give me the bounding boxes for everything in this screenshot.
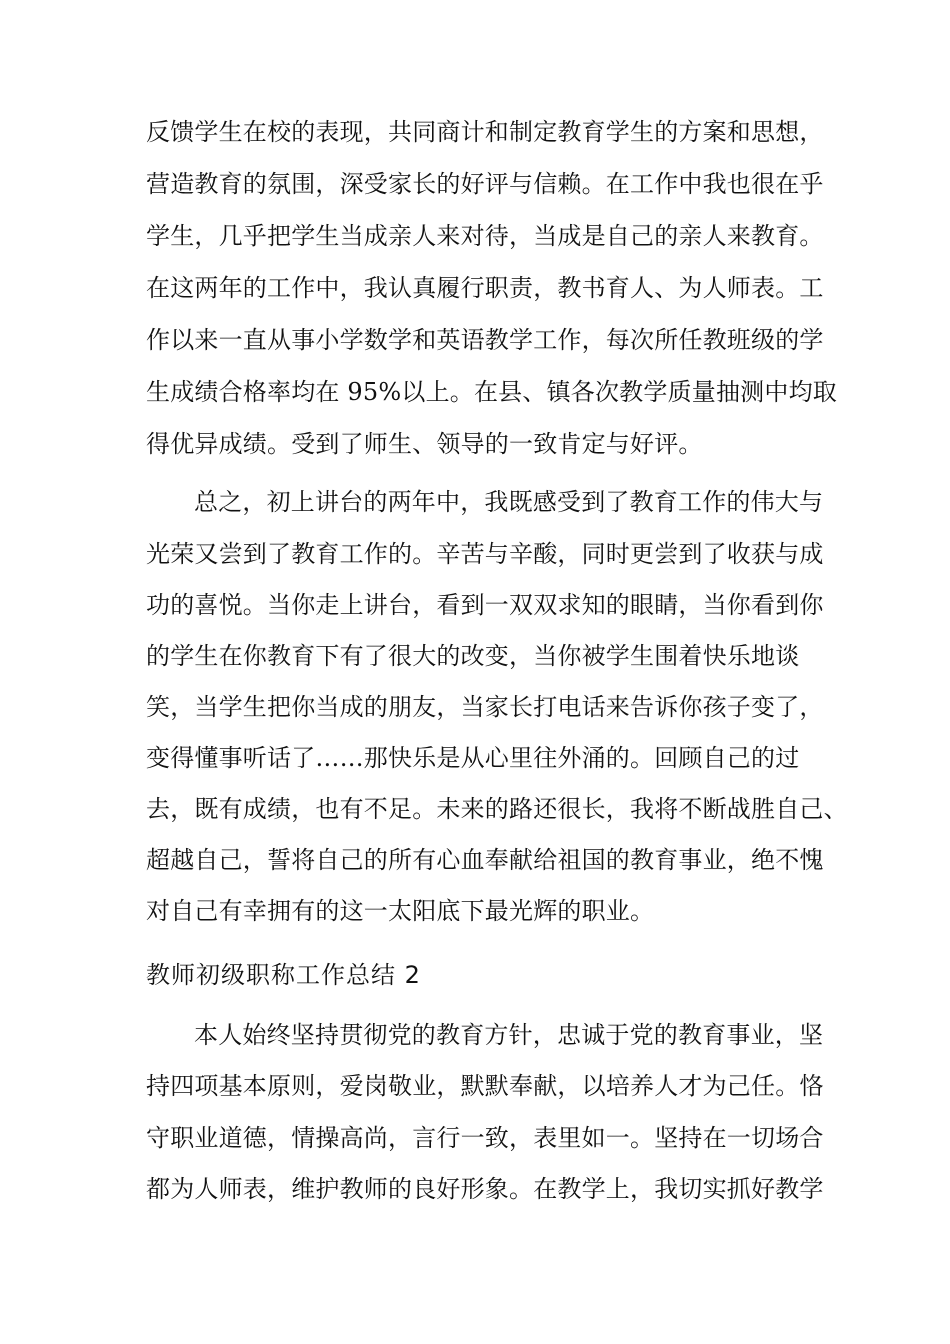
paragraph-1-line-5: 作以来一直从事小学数学和英语教学工作，每次所任教班级的学 bbox=[146, 326, 824, 354]
paragraph-2-line-7: 去，既有成绩，也有不足。未来的路还很长，我将不断战胜自己、 bbox=[146, 795, 848, 823]
paragraph-2-line-5: 笑，当学生把你当成的朋友，当家长打电话来告诉你孩子变了， bbox=[146, 693, 824, 721]
paragraph-3-line-2: 持四项基本原则，爱岗敬业，默默奉献，以培养人才为己任。恪 bbox=[146, 1072, 824, 1100]
paragraph-2-line-4: 的学生在你教育下有了很大的改变，当你被学生围着快乐地谈 bbox=[146, 642, 800, 670]
paragraph-2-line-8: 超越自己，誓将自己的所有心血奉献给祖国的教育事业，绝不愧 bbox=[146, 846, 824, 874]
paragraph-2-line-2: 光荣又尝到了教育工作的。辛苦与辛酸，同时更尝到了收获与成 bbox=[146, 540, 824, 568]
paragraph-1-line-1: 反馈学生在校的表现，共同商计和制定教育学生的方案和思想， bbox=[146, 118, 824, 146]
paragraph-2-line-9: 对自己有幸拥有的这一太阳底下最光辉的职业。 bbox=[146, 897, 655, 925]
section-heading: 教师初级职称工作总结 2 bbox=[146, 961, 421, 989]
paragraph-2-line-1: 总之，初上讲台的两年中，我既感受到了教育工作的伟大与 bbox=[194, 488, 824, 516]
paragraph-3-line-3: 守职业道德，情操高尚，言行一致，表里如一。坚持在一切场合 bbox=[146, 1124, 824, 1152]
paragraph-1-line-2: 营造教育的氛围，深受家长的好评与信赖。在工作中我也很在乎 bbox=[146, 170, 824, 198]
paragraph-3-line-4: 都为人师表，维护教师的良好形象。在教学上，我切实抓好教学 bbox=[146, 1175, 824, 1203]
paragraph-1-line-6: 生成绩合格率均在 95%以上。在县、镇各次教学质量抽测中均取 bbox=[146, 378, 837, 406]
paragraph-3-line-1: 本人始终坚持贯彻党的教育方针，忠诚于党的教育事业，坚 bbox=[194, 1021, 824, 1049]
paragraph-2-line-3: 功的喜悦。当你走上讲台，看到一双双求知的眼睛，当你看到你 bbox=[146, 591, 824, 619]
paragraph-1-line-3: 学生，几乎把学生当成亲人来对待，当成是自己的亲人来教育。 bbox=[146, 222, 824, 250]
paragraph-1-line-7: 得优异成绩。受到了师生、领导的一致肯定与好评。 bbox=[146, 430, 703, 458]
paragraph-1-line-4: 在这两年的工作中，我认真履行职责，教书育人、为人师表。工 bbox=[146, 274, 824, 302]
paragraph-2-line-6: 变得懂事听话了……那快乐是从心里往外涌的。回顾自己的过 bbox=[146, 744, 800, 772]
